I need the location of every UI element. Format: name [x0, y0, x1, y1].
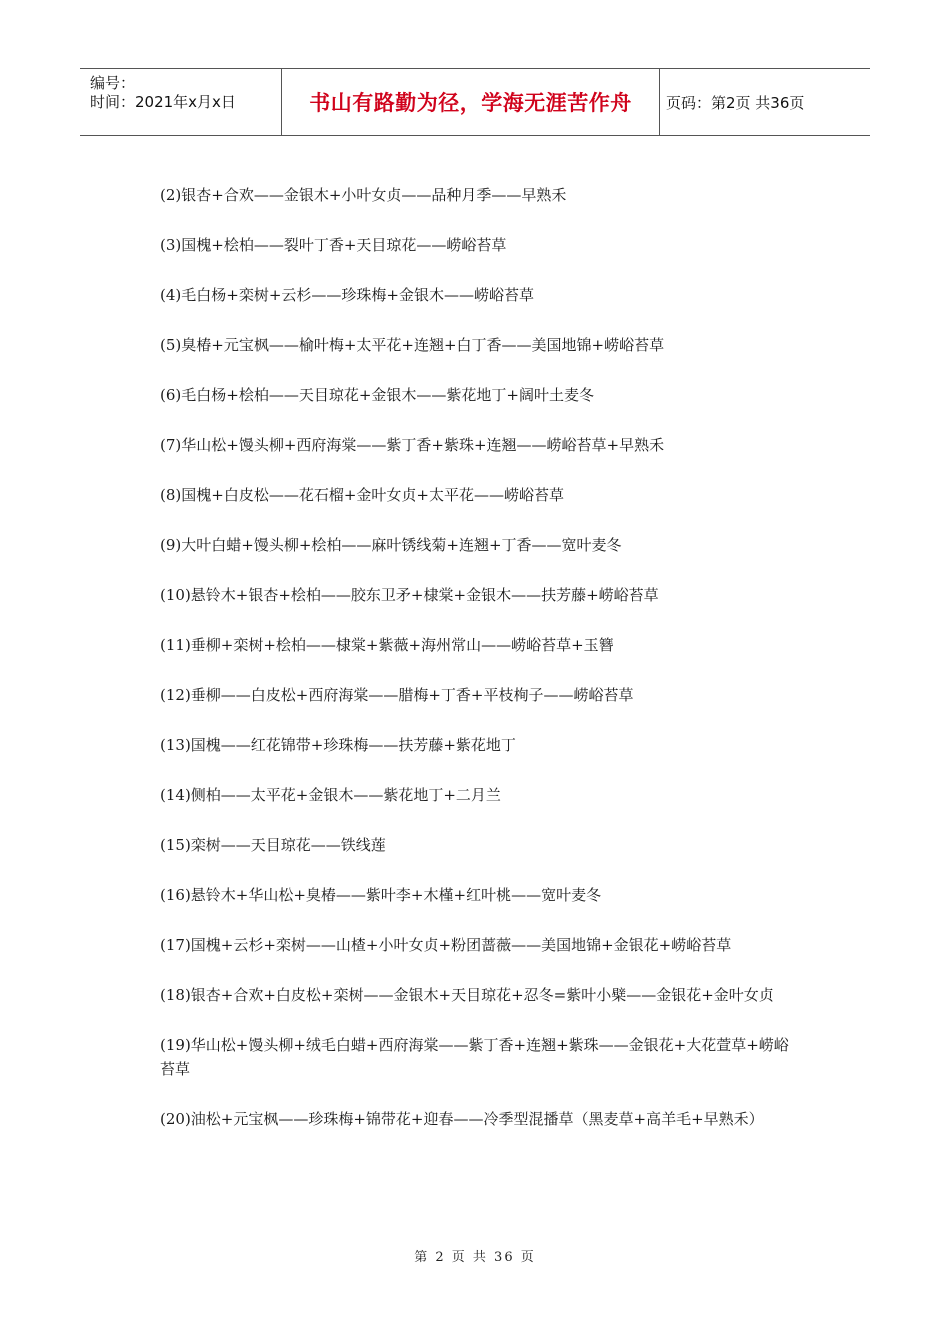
page-info: 页码：第2页 共36页 [666, 93, 805, 112]
list-item: (18)银杏+合欢+白皮松+栾树——金银木+天目琼花+忍冬=紫叶小檗——金银花+金叶女贞 [160, 986, 774, 1004]
list-item: (13)国槐——红花锦带+珍珠梅——扶芳藤+紫花地丁 [160, 736, 516, 754]
list-item: (14)侧柏——太平花+金银木——紫花地丁+二月兰 [160, 786, 501, 804]
list-item: (10)悬铃木+银杏+桧柏——胶东卫矛+棣棠+金银木——扶芳藤+崂峪苔草 [160, 586, 659, 604]
list-item: (12)垂柳——白皮松+西府海棠——腊梅+丁香+平枝栒子——崂峪苔草 [160, 686, 634, 704]
list-item: (11)垂柳+栾树+桧柏——棣棠+紫薇+海州常山——崂峪苔草+玉簪 [160, 636, 614, 654]
list-item: (16)悬铃木+华山松+臭椿——紫叶李+木槿+红叶桃——宽叶麦冬 [160, 886, 602, 904]
page-header [80, 68, 870, 136]
list-item: (19)华山松+馒头柳+绒毛白蜡+西府海棠——紫丁香+连翘+紫珠——金银花+大花萱草+崂峪苔草 [160, 1036, 789, 1078]
header-page-info [660, 69, 870, 135]
list-item: (4)毛白杨+栾树+云杉——珍珠梅+金银木——崂峪苔草 [160, 286, 534, 304]
list-item: (17)国槐+云杉+栾树——山楂+小叶女贞+粉团蔷薇——美国地锦+金银花+崂峪苔草 [160, 936, 732, 954]
header-motto-cell [282, 69, 660, 135]
list-item: (8)国槐+白皮松——花石榴+金叶女贞+太平花——崂峪苔草 [160, 486, 564, 504]
list-item: (3)国槐+桧柏——裂叶丁香+天目琼花——崂峪苔草 [160, 236, 507, 254]
header-meta [80, 69, 282, 135]
date-label: 时间：2021年x月x日 [90, 93, 236, 111]
list-item: (9)大叶白蜡+馒头柳+桧柏——麻叶锈线菊+连翘+丁香——宽叶麦冬 [160, 536, 622, 554]
list-item: (2)银杏+合欢——金银木+小叶女贞——品种月季——早熟禾 [160, 186, 567, 204]
serial-label: 编号： [90, 74, 136, 92]
plant-list [160, 183, 800, 1157]
motto: 书山有路勤为径，学海无涯苦作舟 [309, 91, 632, 115]
list-item: (15)栾树——天目琼花——铁线莲 [160, 836, 386, 854]
list-item: (6)毛白杨+桧柏——天目琼花+金银木——紫花地丁+阔叶土麦冬 [160, 386, 594, 404]
page-footer: 第 2 页 共 36 页 [414, 1250, 536, 1265]
list-item: (7)华山松+馒头柳+西府海棠——紫丁香+紫珠+连翘——崂峪苔草+早熟禾 [160, 436, 665, 454]
list-item: (5)臭椿+元宝枫——榆叶梅+太平花+连翘+白丁香——美国地锦+崂峪苔草 [160, 336, 665, 354]
list-item: (20)油松+元宝枫——珍珠梅+锦带花+迎春——冷季型混播草（黑麦草+高羊毛+早熟禾） [160, 1110, 764, 1128]
